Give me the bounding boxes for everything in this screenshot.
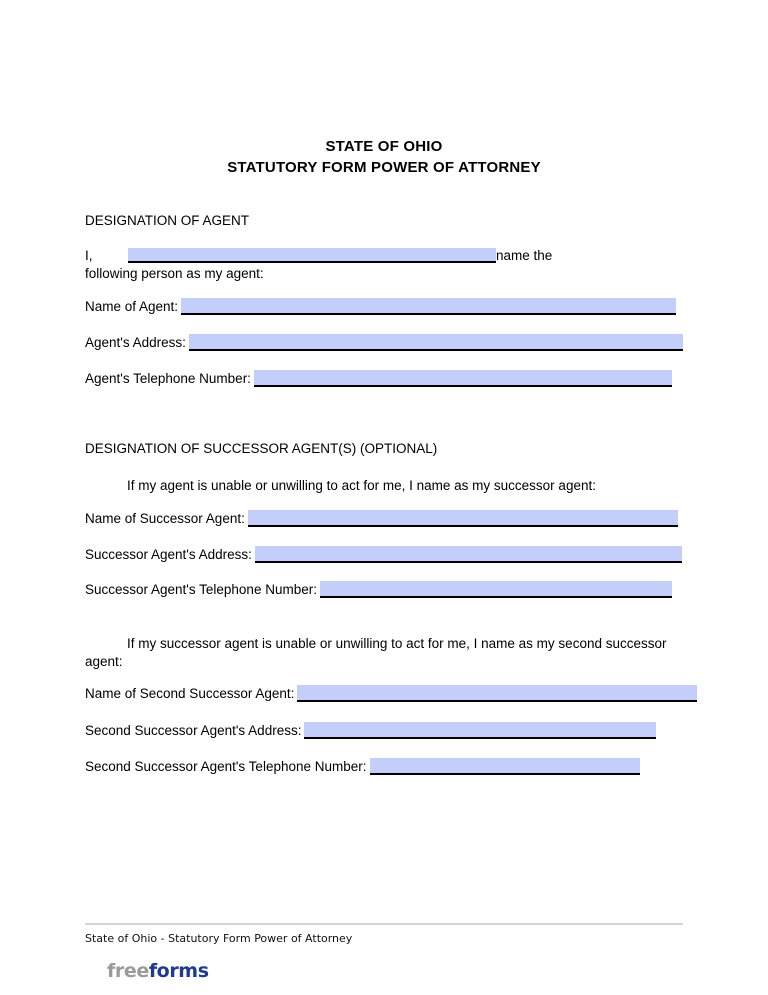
field-input-successor-agents-address[interactable]	[255, 546, 682, 563]
field-row-agents-address	[85, 334, 683, 351]
field-input-second-successor-agents-telephone[interactable]	[370, 758, 640, 775]
field-label-name-of-second-successor-agent: Name of Second Successor Agent:	[85, 686, 295, 701]
field-row-second-successor-agents-address	[85, 722, 656, 739]
section-heading-designation-of-agent: DESIGNATION OF AGENT	[85, 213, 250, 228]
field-row-name-of-agent	[85, 298, 676, 315]
field-label-successor-agents-telephone: Successor Agent's Telephone Number:	[85, 582, 317, 597]
field-input-name-of-second-successor-agent[interactable]	[297, 685, 697, 702]
field-input-name-of-successor-agent[interactable]	[248, 510, 678, 527]
field-label-second-successor-agents-address: Second Successor Agent's Address:	[85, 723, 302, 738]
successor-intro-paragraph: If my agent is unable or unwilling to act for me, I name as my successor agent:	[127, 478, 596, 493]
field-label-second-successor-agents-telephone: Second Successor Agent's Telephone Number:	[85, 759, 367, 774]
intro-second-line-text: following person as my agent:	[85, 266, 264, 281]
field-row-successor-agents-telephone	[85, 581, 672, 598]
field-label-agents-telephone: Agent's Telephone Number:	[85, 371, 251, 386]
field-row-name-of-successor-agent	[85, 510, 678, 527]
field-label-successor-agents-address: Successor Agent's Address:	[85, 547, 252, 562]
footer-divider	[85, 923, 683, 925]
footer-caption: State of Ohio - Statutory Form Power of Attorney	[85, 932, 353, 945]
principal-name-field[interactable]	[128, 248, 496, 263]
field-row-agents-telephone	[85, 370, 672, 387]
field-label-agents-address: Agent's Address:	[85, 335, 186, 350]
second-successor-intro-paragraph: If my successor agent is unable or unwilling to act for me, I name as my second successor agent:	[85, 636, 667, 669]
title-line-state: STATE OF OHIO	[325, 138, 443, 155]
field-row-second-successor-agents-telephone	[85, 758, 640, 775]
logo-text-free: free	[107, 960, 149, 982]
field-label-name-of-agent: Name of Agent:	[85, 299, 179, 314]
freeforms-logo	[107, 960, 209, 982]
field-label-name-of-successor-agent: Name of Successor Agent:	[85, 511, 245, 526]
section-heading-designation-of-successor-agents: DESIGNATION OF SUCCESSOR AGENT(S) (OPTIONAL)	[85, 441, 438, 456]
title-line-form: STATUTORY FORM POWER OF ATTORNEY	[227, 159, 541, 176]
document-title	[0, 136, 768, 178]
field-input-second-successor-agents-address[interactable]	[304, 722, 656, 739]
agent-intro-paragraph	[85, 247, 645, 283]
field-input-successor-agents-telephone[interactable]	[320, 581, 672, 598]
intro-lead-text: I,	[85, 248, 93, 263]
field-input-agents-telephone[interactable]	[254, 370, 672, 387]
logo-text-forms: forms	[148, 960, 209, 982]
intro-after-blank-text: name the	[496, 248, 553, 263]
field-input-name-of-agent[interactable]	[181, 298, 676, 315]
field-input-agents-address[interactable]	[189, 334, 683, 351]
field-row-name-of-second-successor-agent	[85, 685, 697, 702]
field-row-successor-agents-address	[85, 546, 682, 563]
